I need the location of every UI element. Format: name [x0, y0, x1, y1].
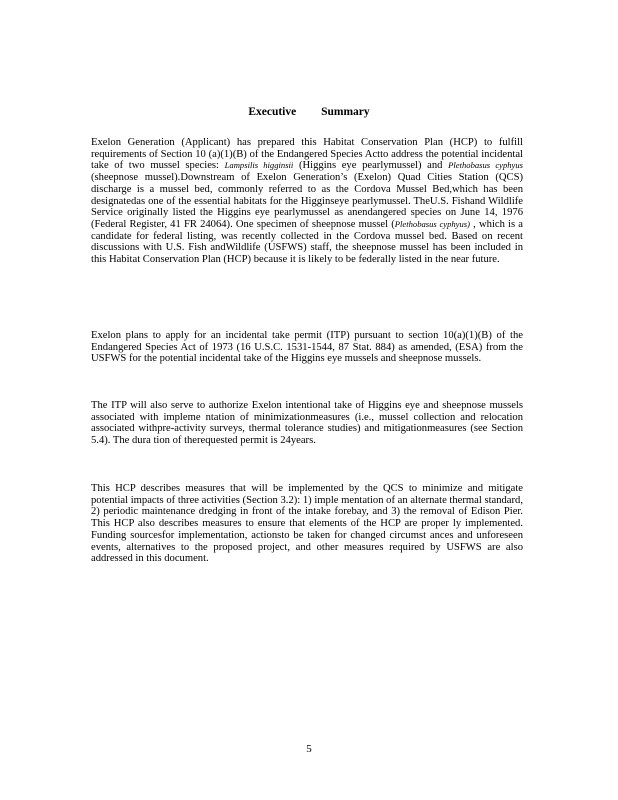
species-name-italic: Plethobasus cyphyus) [394, 218, 470, 229]
page-title: Executive Summary [248, 106, 370, 118]
species-name-italic: Plethobasus cyphyus [448, 160, 523, 171]
paragraph-itp-authorization: The ITP will also serve to authorize Exelon intentional take of Higgins eye and sheepnose mussels associated with impleme ntation of minimizationmeasures (i.e., mussel collection and relocation associated withpre-activity surveys, thermal tolerance studies) and mitigationmeasures (see Section 5.4). The dura tion of therequested permit is 24years. [91, 400, 523, 447]
paragraph-text: (Higgins eye pearlymussel) and [293, 160, 449, 172]
paragraph-hcp-measures: This HCP describes measures that will be implemented by the QCS to minimize and mitigate potential impacts of three activities (Section 3.2): 1) imple mentation of an alternate thermal standard, 2) periodic maintenance dredging in front of the intake forebay, and 3) the removal of Edison Pier. This HCP also describes measures to ensure that elements of the HCP are proper ly implemented. Funding sourcesfor implementation, actionsto be taken for changed circumst ances and unforeseen events, alternatives to the proposed project, and other measures required by USFWS are also addressed in this document. [91, 483, 523, 565]
paragraph-text: Exelon Generation (Applicant) has prepared this Habitat Conservation Plan (HCP) to fulfill requirements of Section 10 (a)(1)(B) of the Endangered Species Actto address the potential incidental take of two mussel species: [91, 137, 523, 172]
paragraph-text: , which is a candidate for federal listing, was recently collected in the Cordova mussel bed. Based on recent discussions with U.S. Fish andWildlife (USFWS) staff, the sheepnose mussel has been included in this Habitat Conservation Plan (HCP) because it is likely to be federally listed in the near future. [91, 218, 524, 266]
paragraph-introduction [91, 137, 523, 266]
paragraph-text: (sheepnose mussel).Downstream of Exelon Generation’s (Exelon) Quad Cities Station (QCS) discharge is a mussel bed, commonly referred to as the Cordova Mussel Bed,which has been designatedas one of the essential habitats for the Higginseye pearlymussel. TheU.S. Fishand Wildlife Service originally listed the Higgins eye pearlymussel as anendangered species on June 14, 1976 (Federal Register, 41 FR 24064). One specimen of sheepnose mussel ( [91, 172, 523, 230]
paragraph-itp-application: Exelon plans to apply for an incidental take permit (ITP) pursuant to section 10(a)(1)(B) of the Endangered Species Act of 1973 (16 U.S.C. 1531-1544, 87 Stat. 884) as amended, (ESA) from the USFWS for the potential incidental take of the Higgins eye mussels and sheepnose mussels. [91, 330, 523, 365]
species-name-italic: Lampsilis higginsii [224, 160, 294, 171]
page-number: 5 [306, 743, 312, 755]
